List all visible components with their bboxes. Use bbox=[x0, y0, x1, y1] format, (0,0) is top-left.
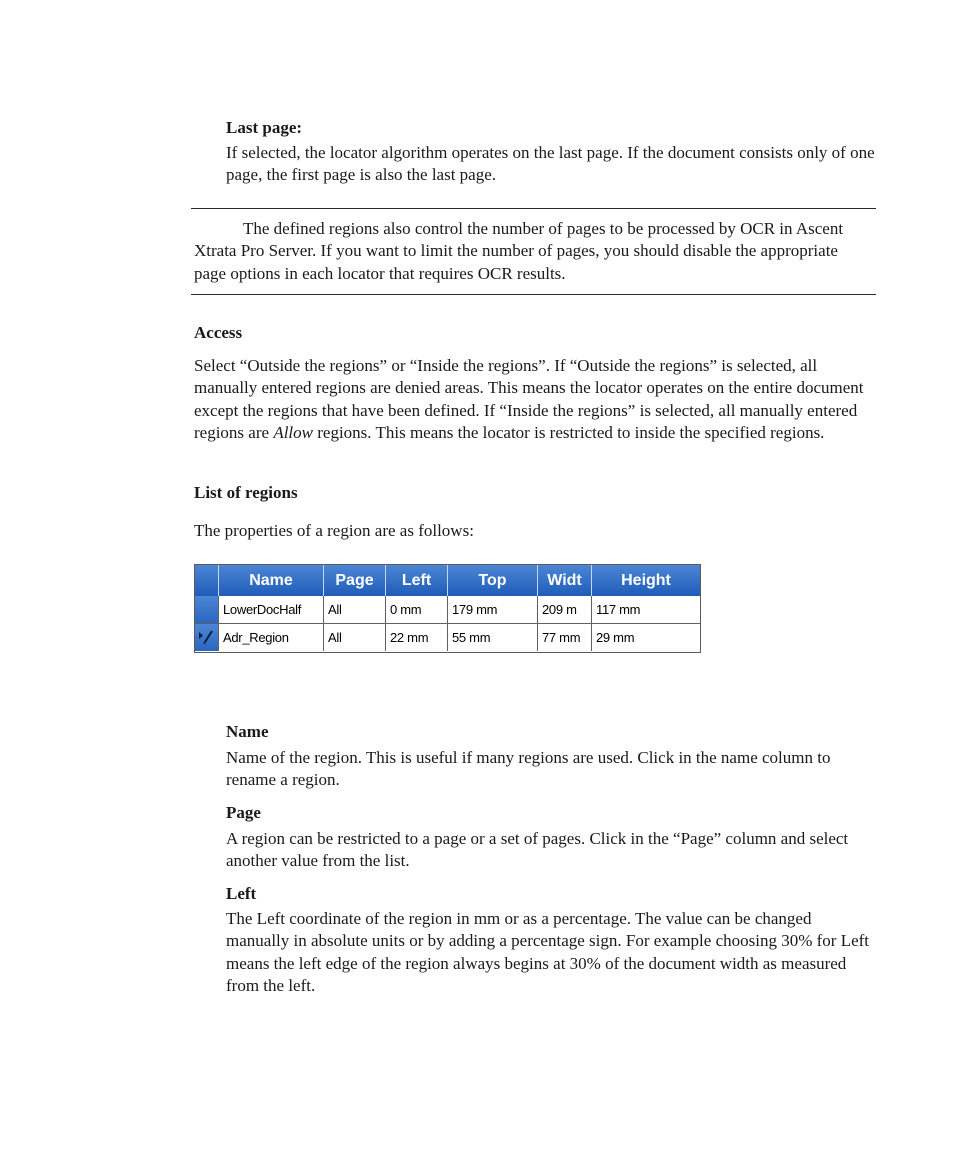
regions-grid bbox=[194, 564, 701, 653]
grid-cell-width[interactable]: 77 mm bbox=[538, 624, 592, 651]
grid-header-left[interactable]: Left bbox=[386, 565, 448, 596]
grid-cell-name[interactable]: Adr_Region bbox=[219, 624, 324, 651]
grid-header-height[interactable]: Height bbox=[621, 572, 671, 589]
list-of-regions-intro: The properties of a region are as follows: bbox=[194, 521, 474, 540]
edit-pencil-icon bbox=[195, 624, 219, 651]
grid-cell-name[interactable]: LowerDocHalf bbox=[219, 596, 324, 623]
grid-header-top[interactable]: Top bbox=[448, 565, 538, 596]
table-row[interactable] bbox=[195, 596, 700, 624]
grid-cell-left[interactable]: 22 mm bbox=[386, 624, 448, 651]
grid-cell-width[interactable]: 209 m bbox=[538, 596, 592, 623]
grid-cell-left[interactable]: 0 mm bbox=[386, 596, 448, 623]
allow-emphasis: Allow bbox=[273, 423, 313, 443]
table-row[interactable] bbox=[195, 624, 700, 652]
note-text: The defined regions also control the number of pages to be processed by OCR in Ascent Xtrata Pro Server. If you want to limit the number of pages, you should disable the appropriate page options in each locator that requires OCR results. bbox=[194, 219, 844, 283]
grid-cell-height[interactable]: 29 mm bbox=[596, 630, 635, 645]
access-text: Select “Outside the regions” or “Inside the regions”. If “Outside the regions” is selected, all manually entered regions are denied areas. This means the locator operates on the entire document except the regions that have been defined. If “Inside the regions” is selected, all manually entered regions are Allow regions. This means the locator is restricted to inside the specified regions. bbox=[194, 356, 864, 443]
list-of-regions-heading: List of regions bbox=[194, 483, 298, 502]
grid-cell-top[interactable]: 55 mm bbox=[448, 624, 538, 651]
grid-header-corner bbox=[195, 565, 219, 596]
note-bottom-rule bbox=[191, 294, 876, 295]
grid-cell-top[interactable]: 179 mm bbox=[448, 596, 538, 623]
last-page-text: If selected, the locator algorithm operates on the last page. If the document consists only of one page, the first page is also the last page. bbox=[226, 143, 875, 185]
left-property-heading: Left bbox=[226, 884, 257, 903]
page-property-text: A region can be restricted to a page or a set of pages. Click in the “Page” column and select another value from the list. bbox=[226, 829, 849, 871]
left-property-text: The Left coordinate of the region in mm or as a percentage. The value can be changed manually in absolute units or by adding a percentage sign. For example choosing 30% for Left means the left edge of the region always begins at 30% of the document width as measured from the left. bbox=[226, 909, 870, 996]
grid-header-page[interactable]: Page bbox=[324, 565, 386, 596]
grid-header-name[interactable]: Name bbox=[219, 565, 324, 596]
note-top-rule bbox=[191, 208, 876, 209]
last-page-heading: Last page: bbox=[226, 118, 303, 137]
grid-cell-height[interactable]: 117 mm bbox=[596, 602, 641, 617]
name-property-heading: Name bbox=[226, 722, 269, 741]
access-heading: Access bbox=[194, 323, 243, 342]
grid-header bbox=[195, 565, 700, 596]
grid-header-width[interactable]: Widt bbox=[538, 565, 592, 596]
row-selector-editing[interactable] bbox=[195, 624, 219, 651]
row-selector[interactable] bbox=[195, 596, 219, 623]
grid-cell-page[interactable]: All bbox=[324, 624, 386, 651]
grid-cell-page[interactable]: All bbox=[324, 596, 386, 623]
name-property-text: Name of the region. This is useful if many regions are used. Click in the name column to rename a region. bbox=[226, 748, 831, 790]
page-property-heading: Page bbox=[226, 803, 261, 822]
